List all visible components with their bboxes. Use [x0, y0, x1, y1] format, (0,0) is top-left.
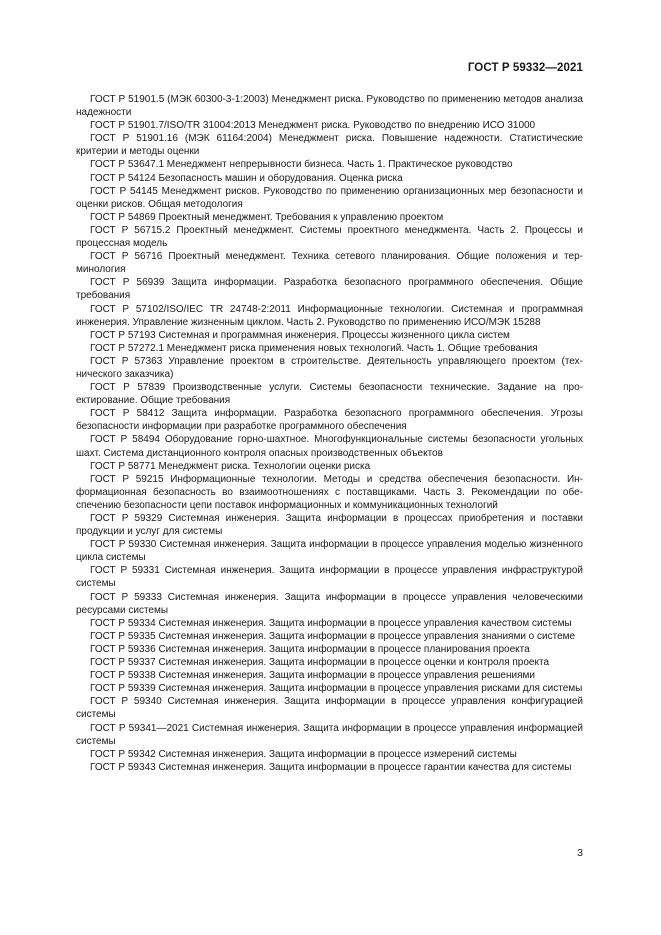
- reference-item: ГОСТ Р 53647.1 Менеджмент непрерывности бизнеса. Часть 1. Практическое руководство: [90, 159, 513, 171]
- reference-item: ГОСТ Р 56939 Защита информации. Разработка безопасного программного обеспечения. Общие требования: [76, 277, 583, 302]
- reference-item: ГОСТ Р 59342 Системная инженерия. Защита информации в процессе измерений системы: [90, 748, 517, 760]
- page-number: 3: [577, 847, 583, 859]
- reference-item: ГОСТ Р 59330 Системная инженерия. Защита информации в процессе управления моделью жизненного цикла системы: [76, 539, 583, 564]
- document-code-header: ГОСТ Р 59332—2021: [467, 62, 583, 74]
- reference-item: ГОСТ Р 59341—2021 Системная инженерия. Защита информации в процессе управления информацией системы: [76, 722, 583, 747]
- normative-references-list: [76, 93, 583, 774]
- reference-item: ГОСТ Р 59340 Системная инженерия. Защита информации в процессе управления конфигурацией системы: [76, 696, 583, 721]
- reference-item: ГОСТ Р 59215 Информационные технологии. Методы и средства обеспечения безопасности. Информационная безопасность во взаимоотношениях с поставщиками. Часть 3. Рекомендации по обеспечению безопасности цепи поставок информационных и коммуникационных технологий: [76, 473, 583, 511]
- reference-item: ГОСТ Р 56716 Проектный менеджмент. Техника сетевого планирования. Общие положения и терминология: [76, 251, 583, 276]
- reference-item: ГОСТ Р 58494 Оборудование горно-шахтное. Многофункциональные системы безопасности угольных шахт. Система дистанционного контроля опасных производственных объектов: [76, 434, 583, 459]
- reference-item: ГОСТ Р 59343 Системная инженерия. Защита информации в процессе гарантии качества для системы: [90, 761, 572, 773]
- reference-item: ГОСТ Р 59333 Системная инженерия. Защита информации в процессе управления человеческими ресурсами системы: [76, 591, 583, 616]
- reference-item: ГОСТ Р 51901.16 (МЭК 61164:2004) Менеджмент риска. Повышение надежности. Статистические критерии и методы оценки: [76, 133, 583, 158]
- reference-item: ГОСТ Р 59339 Системная инженерия. Защита информации в процессе управления рисками для системы: [90, 683, 583, 695]
- reference-item: ГОСТ Р 57272.1 Менеджмент риска применения новых технологий. Часть 1. Общие требования: [90, 342, 538, 354]
- reference-item: ГОСТ Р 54869 Проектный менеджмент. Требования к управлению проектом: [90, 211, 444, 223]
- reference-item: ГОСТ Р 57363 Управление проектом в строительстве. Деятельность управляющего проектом (технического заказчика): [76, 355, 583, 380]
- reference-item: ГОСТ Р 59338 Системная инженерия. Защита информации в процессе управления решениями: [90, 670, 535, 682]
- reference-item: ГОСТ Р 54124 Безопасность машин и оборудования. Оценка риска: [90, 172, 403, 184]
- reference-item: ГОСТ Р 57193 Системная и программная инженерия. Процессы жизненного цикла систем: [90, 329, 510, 341]
- reference-item: ГОСТ Р 58412 Защита информации. Разработка безопасного программного обеспечения. Угрозы безопасности информации при разработке программного обеспечения: [76, 408, 583, 433]
- reference-item: ГОСТ Р 59336 Системная инженерия. Защита информации в процессе планирования проекта: [90, 643, 530, 655]
- reference-item: ГОСТ Р 57839 Производственные услуги. Системы безопасности технические. Задание на проектирование. Общие требования: [76, 382, 583, 407]
- reference-item: ГОСТ Р 51901.7/ISO/TR 31004:2013 Менеджмент риска. Руководство по внедрению ИСО 31000: [90, 120, 536, 132]
- reference-item: ГОСТ Р 54145 Менеджмент рисков. Руководство по применению организационных мер безопасности и оценки рисков. Общая методология: [76, 185, 583, 210]
- reference-item: ГОСТ Р 59331 Системная инженерия. Защита информации в процессе управления инфраструктурой системы: [76, 565, 583, 590]
- reference-item: ГОСТ Р 59335 Системная инженерия. Защита информации в процессе управления знаниями о системе: [90, 630, 576, 642]
- reference-item: ГОСТ Р 59334 Системная инженерия. Защита информации в процессе управления качеством системы: [90, 617, 572, 629]
- reference-item: ГОСТ Р 58771 Менеджмент риска. Технологии оценки риска: [90, 460, 371, 472]
- reference-item: ГОСТ Р 56715.2 Проектный менеджмент. Системы проектного менеджмента. Часть 2. Процессы и процессная модель: [76, 224, 583, 250]
- reference-item: ГОСТ Р 51901.5 (МЭК 60300-3-1:2003) Менеджмент риска. Руководство по применению методов анализа надежности: [76, 94, 583, 119]
- reference-item: ГОСТ Р 57102/ISO/IEC TR 24748-2:2011 Информационные технологии. Системная и программная инженерия. Управление жизненным циклом. Часть 2. Руководство по применению ИСО/МЭК 15288: [76, 303, 583, 328]
- reference-item: ГОСТ Р 59329 Системная инженерия. Защита информации в процессах приобретения и поставки продукции и услуг для системы: [76, 513, 583, 538]
- reference-item: ГОСТ Р 59337 Системная инженерия. Защита информации в процессе оценки и контроля проекта: [90, 657, 549, 669]
